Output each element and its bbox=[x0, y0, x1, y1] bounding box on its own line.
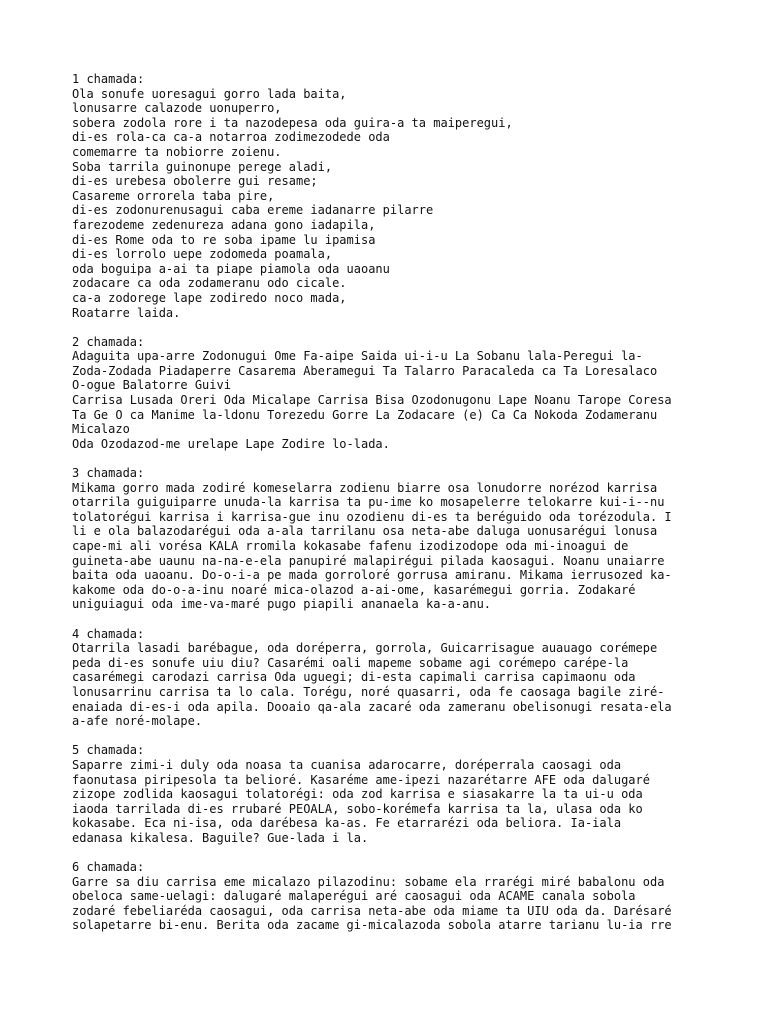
text-line: di-es zodonurenusagui caba ereme iadanarre pilarre bbox=[72, 203, 434, 218]
document-page bbox=[72, 72, 712, 948]
text-line: otarrila guiguiparre unuda-la karrisa ta pu-ime ko mosapelerre telokarre kui-i--nu bbox=[72, 495, 665, 510]
text-line: peda di-es sonufe uiu diu? Casarémi oali mapeme sobame agi corémepo carépe-la bbox=[72, 655, 629, 670]
section-chamada-2 bbox=[72, 335, 712, 452]
section-chamada-4 bbox=[72, 627, 712, 729]
text-line: uniguiagui oda ime-va-maré pugo piapili ananaela ka-a-anu. bbox=[72, 597, 492, 612]
text-line: farezodeme zedenureza adana gono iadapila, bbox=[72, 217, 376, 232]
section-chamada-1 bbox=[72, 72, 712, 320]
text-line: di-es lorrolo uepe zodomeda poamala, bbox=[72, 247, 333, 262]
text-line: Saparre zimi-i duly oda noasa ta cuanisa adarocarre, doréperrala caosagi oda bbox=[72, 757, 622, 772]
text-line: Mikama gorro mada zodiré komeselarra zodienu biarre osa lonudorre norézod karrisa bbox=[72, 480, 658, 495]
section-chamada-6 bbox=[72, 860, 712, 933]
text-line: Soba tarrila guinonupe perege aladi, bbox=[72, 159, 333, 174]
text-line: zizope zodlida kaosagui tolatorégi: oda zod karrisa e siasakarre la ta ui-u oda bbox=[72, 787, 643, 802]
text-line: ca-a zodorege lape zodiredo noco mada, bbox=[72, 290, 347, 305]
text-line: a-afe noré-molape. bbox=[72, 714, 203, 729]
text-line: lonusarre calazode uonuperro, bbox=[72, 101, 282, 116]
text-line: obeloca same-uelagi: dalugaré malaperégui aré caosagui oda ACAME canala sobola bbox=[72, 889, 636, 904]
text-line: Adaguita upa-arre Zodonugui Ome Fa-aipe Saida ui-i-u La Sobanu lala-Peregui la- bbox=[72, 349, 643, 364]
text-line: zodaré febeliaréda caosagui, oda carrisa neta-abe oda miame ta UIU oda da. Darésaré bbox=[72, 903, 672, 918]
text-line: Carrisa Lusada Oreri Oda Micalape Carrisa Bisa Ozodonugonu Lape Noanu Tarope Coresa bbox=[72, 393, 672, 408]
text-line: edanasa kikalesa. Baguile? Gue-lada i la. bbox=[72, 830, 369, 845]
text-line: oda boguipa a-ai ta piape piamola oda uaoanu bbox=[72, 261, 390, 276]
text-line: kokasabe. Eca ni-isa, oda darébesa ka-as. Fe etarrarézi oda beliora. Ia-iala bbox=[72, 816, 622, 831]
section-heading: 6 chamada: bbox=[72, 860, 145, 875]
text-line: comemarre ta nobiorre zoienu. bbox=[72, 144, 282, 159]
text-line: Zoda-Zodada Piadaperre Casarema Aberamegui Ta Talarro Paracaleda ca Ta Loresalaco bbox=[72, 363, 658, 378]
text-line: di-es urebesa obolerre gui resame; bbox=[72, 174, 318, 189]
text-line: sobera zodola rore i ta nazodepesa oda guira-a ta maiperegui, bbox=[72, 115, 513, 130]
text-line: enaiada di-es-i oda apila. Dooaio qa-ala zacaré oda zameranu obelisonugi resata-ela bbox=[72, 699, 672, 714]
text-line: O-ogue Balatorre Guivi bbox=[72, 378, 231, 393]
text-line: cape-mi ali vorésa KALA rromila kokasabe fafenu izodizodope oda mi-inoagui de bbox=[72, 539, 629, 553]
text-line: Oda Ozodazod-me urelape Lape Zodire lo-lada. bbox=[72, 436, 390, 451]
text-line: Micalazo bbox=[72, 422, 130, 437]
section-chamada-3 bbox=[72, 466, 712, 612]
text-line: Otarrila lasadi barébague, oda doréperra, gorrola, Guicarrisague auauago corémepe bbox=[72, 641, 658, 656]
text-line: zodacare ca oda zodameranu odo cicale. bbox=[72, 276, 347, 291]
section-heading: 2 chamada: bbox=[72, 334, 145, 349]
text-line: casarémegi carodazi carrisa Oda uguegi; di-esta capimali carrisa capimaonu oda bbox=[72, 670, 636, 685]
text-line: baita oda uaoanu. Do-o-i-a pe mada gorroloré gorrusa amiranu. Mikama ierrusozed ka- bbox=[72, 568, 672, 583]
section-heading: 3 chamada: bbox=[72, 466, 145, 481]
text-line: tolatorégui karrisa i karrisa-gue inu ozodienu di-es ta beréguido oda torézodula. I bbox=[72, 509, 672, 524]
text-line: iaoda tarrilada di-es rrubaré PEOALA, sobo-korémefa karrisa ta la, ulasa oda ko bbox=[72, 801, 643, 816]
text-line: di-es Rome oda to re soba ipame lu ipamisa bbox=[72, 232, 376, 247]
text-line: Garre sa diu carrisa eme micalazo pilazodinu: sobame ela rrarégi miré babalonu oda bbox=[72, 874, 665, 889]
section-heading: 4 chamada: bbox=[72, 626, 145, 641]
text-line: kakome oda do-o-a-inu noaré mica-olazod a-ai-ome, kasarémegui gorria. Zodakaré bbox=[72, 582, 636, 597]
text-line: Ta Ge O ca Manime la-ldonu Torezedu Gorre La Zodacare (e) Ca Ca Nokoda Zodameranu bbox=[72, 407, 658, 422]
section-heading: 1 chamada: bbox=[72, 72, 145, 86]
text-line: lonusarrinu carrisa ta lo cala. Torégu, noré quasarri, oda fe caosaga bagile ziré- bbox=[72, 684, 665, 699]
text-line: Casareme orrorela taba pire, bbox=[72, 188, 275, 203]
text-line: Ola sonufe uoresagui gorro lada baita, bbox=[72, 86, 347, 101]
text-line: di-es rola-ca ca-a notarroa zodimezodede oda bbox=[72, 130, 390, 145]
text-line: guineta-abe uaunu na-na-e-ela panupiré malapirégui pilada kaosagui. Noanu unaiarre bbox=[72, 553, 665, 568]
section-chamada-5 bbox=[72, 743, 712, 845]
text-line: li e ola balazodarégui oda a-ala tarrilanu osa neta-abe daluga uonusarégui lonusa bbox=[72, 524, 658, 539]
section-heading: 5 chamada: bbox=[72, 743, 145, 758]
text-line: faonutasa piripesola ta belioré. Kasaréme ame-ipezi nazarétarre AFE oda dalugaré bbox=[72, 772, 650, 787]
text-line: solapetarre bi-enu. Berita oda zacame gi-micalazoda sobola atarre tarianu lu-ia rre bbox=[72, 918, 672, 933]
text-line: Roatarre laida. bbox=[72, 305, 181, 320]
